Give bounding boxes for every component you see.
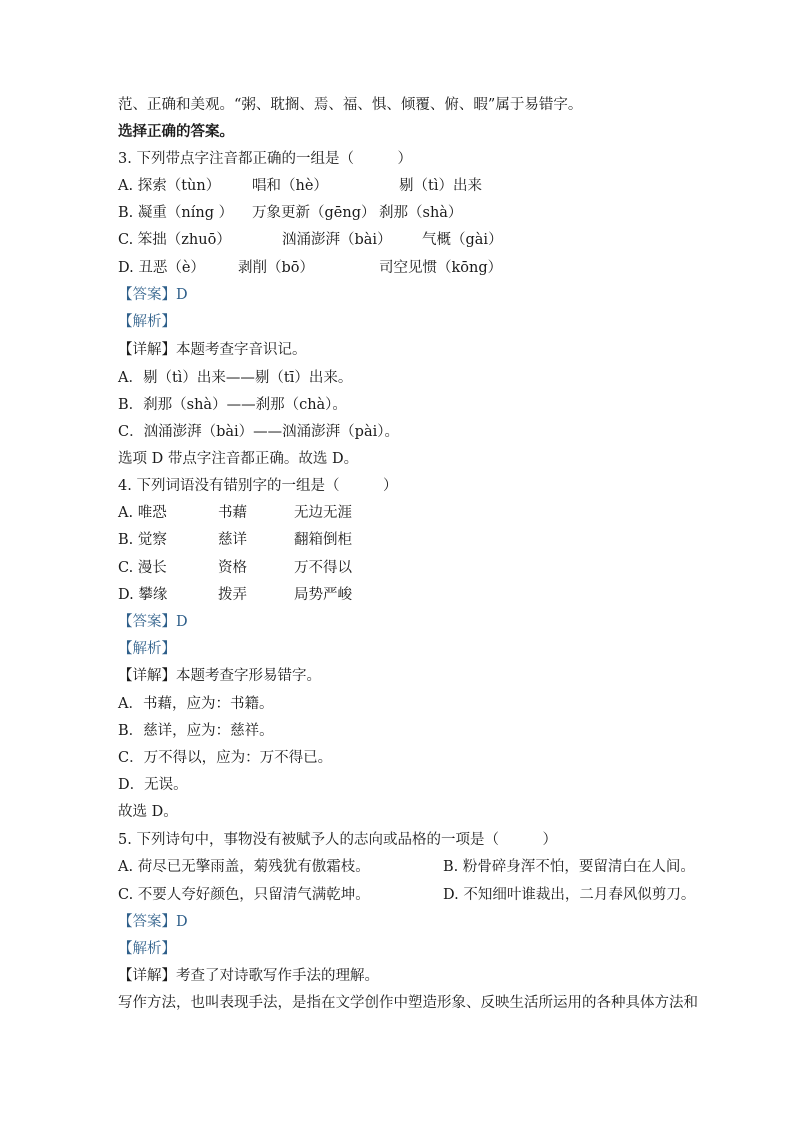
q5-option-a: A. 荷尽已无擎雨盖，菊残犹有傲霜枝。 <box>118 859 370 875</box>
q3-note-4: 选项 D 带点字注音都正确。故选 D。 <box>118 451 359 467</box>
q4-note-5: 故选 D。 <box>118 804 178 820</box>
q3-d-2: 剥削（bō） <box>238 260 315 276</box>
q3-answer: 【答案】D <box>118 287 188 303</box>
q4-a-1: A. 唯恐 <box>118 505 167 521</box>
q5-analysis-label: 【解析】 <box>118 941 176 957</box>
q4-detail: 【详解】本题考查字形易错字。 <box>118 668 321 684</box>
q4-option-c <box>118 559 718 577</box>
q3-option-c <box>118 231 718 249</box>
q4-d-2: 拨弄 <box>218 587 247 603</box>
q3-b-3: 刹那（shà） <box>379 205 463 221</box>
q5-options-row-2 <box>118 886 718 904</box>
q3-option-d <box>118 259 718 277</box>
q4-note-1: A．书藉，应为：书籍。 <box>118 696 274 712</box>
q4-note-2: B．慈详，应为：慈祥。 <box>118 723 274 739</box>
q3-note-2: B．刹那（shà）——刹那（chà）。 <box>118 397 347 413</box>
section-heading: 选择正确的答案。 <box>118 123 234 140</box>
q5-note-1: 写作方法，也叫表现手法，是指在文学创作中塑造形象、反映生活所运用的各种具体方法和 <box>118 995 698 1011</box>
q4-option-d <box>118 586 718 604</box>
q4-b-1: B. 觉察 <box>118 532 167 548</box>
q3-note-3: C．汹涌澎湃（bài）——汹涌澎湃（pài）。 <box>118 424 399 440</box>
q3-b-1: B. 凝重（níng ） <box>118 205 234 221</box>
q3-c-2: 汹涌澎湃（bài） <box>282 232 392 248</box>
q3-a-3: 剔（tì）出来 <box>399 178 482 194</box>
q4-answer: 【答案】D <box>118 614 188 630</box>
q4-b-2: 慈详 <box>218 532 247 548</box>
q4-a-3: 无边无涯 <box>294 505 352 521</box>
q4-b-3: 翻箱倒柜 <box>294 532 352 548</box>
q4-c-1: C. 漫长 <box>118 560 167 576</box>
q5-answer: 【答案】D <box>118 914 188 930</box>
q5-option-b: B. 粉骨碎身浑不怕，要留清白在人间。 <box>443 859 695 875</box>
q3-option-b <box>118 204 718 222</box>
q4-note-4: D．无误。 <box>118 777 188 793</box>
q5-question: 5. 下列诗句中，事物没有被赋予人的志向或品格的一项是（ ） <box>118 832 557 848</box>
q4-d-3: 局势严峻 <box>294 587 352 603</box>
q5-option-d: D. 不知细叶谁裁出，二月春风似剪刀。 <box>443 887 696 903</box>
q4-note-3: C．万不得以，应为：万不得已。 <box>118 750 333 766</box>
q3-note-1: A．剔（tì）出来——剔（tī）出来。 <box>118 370 353 386</box>
q3-detail: 【详解】本题考查字音识记。 <box>118 342 307 358</box>
q3-d-3: 司空见惯（kōng） <box>379 260 503 276</box>
q3-a-1: A. 探索（tùn） <box>118 178 221 194</box>
q4-option-a <box>118 504 718 522</box>
q5-option-c: C. 不要人夸好颜色，只留清气满乾坤。 <box>118 887 370 903</box>
q3-question: 3. 下列带点字注音都正确的一组是（ ） <box>118 151 412 167</box>
q3-d-1: D. 丑恶（è） <box>118 260 205 276</box>
q3-option-a <box>118 177 718 195</box>
q5-options-row-1 <box>118 858 718 876</box>
q4-question: 4. 下列词语没有错别字的一组是（ ） <box>118 478 398 494</box>
q3-b-2: 万象更新（gēng） <box>252 205 376 221</box>
q4-c-3: 万不得以 <box>294 560 352 576</box>
intro-text: 范、正确和美观。“粥、耽搁、焉、福、惧、倾覆、俯、暇”属于易错字。 <box>118 97 583 113</box>
q3-c-3: 气概（gài） <box>422 232 503 248</box>
q3-c-1: C. 笨拙（zhuō） <box>118 232 231 248</box>
q3-a-2: 唱和（hè） <box>252 178 328 194</box>
q4-a-2: 书藉 <box>218 505 247 521</box>
q4-option-b <box>118 531 718 549</box>
q3-analysis-label: 【解析】 <box>118 314 176 330</box>
q5-detail: 【详解】考查了对诗歌写作手法的理解。 <box>118 968 379 984</box>
q4-c-2: 资格 <box>218 560 247 576</box>
q4-analysis-label: 【解析】 <box>118 641 176 657</box>
q4-d-1: D. 攀缘 <box>118 587 168 603</box>
